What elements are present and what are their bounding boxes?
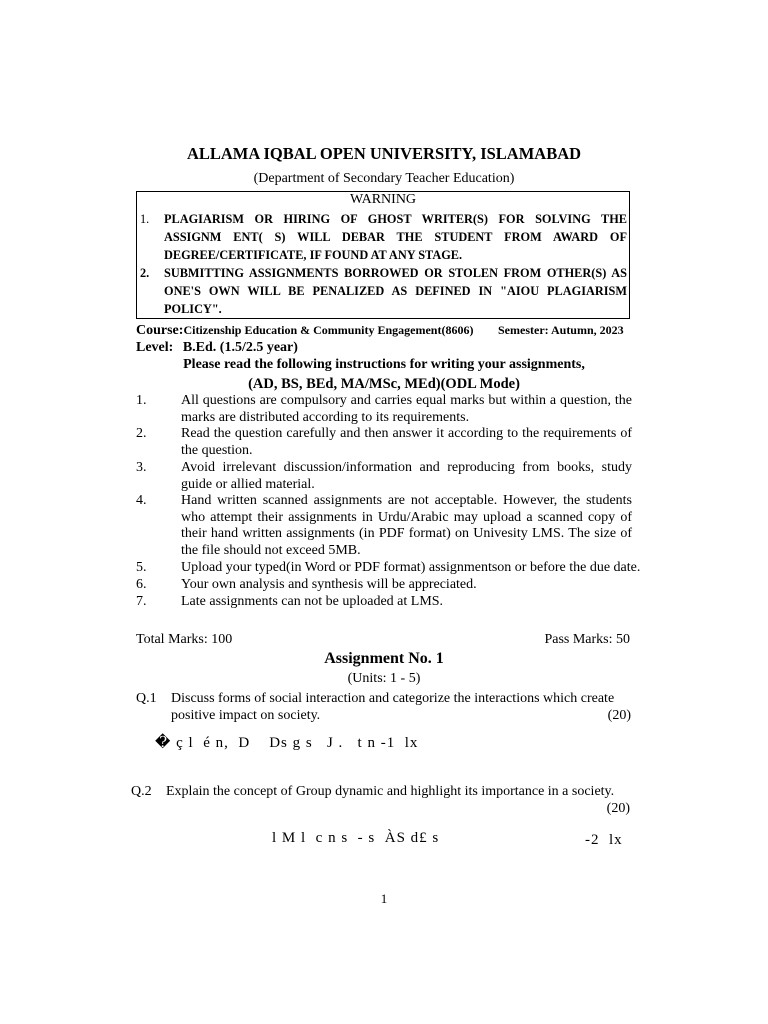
page-number: 1 xyxy=(380,891,388,906)
question-2 xyxy=(131,783,631,816)
total-marks: Total Marks: 100 xyxy=(136,632,233,647)
instruction-text: Your own analysis and synthesis will be appreciated. xyxy=(181,577,477,592)
warning-item-number: 1. xyxy=(140,212,150,226)
warning-box xyxy=(136,191,630,319)
warning-item-line: POLICY". xyxy=(164,302,222,316)
instructions-modes: (AD, BS, BEd, MA/MSc, MEd)(ODL Mode) xyxy=(248,376,520,392)
assignment-title: Assignment No. 1 xyxy=(324,650,444,667)
warning-item-line: ONE'S OWN WILL BE PENALIZED AS DEFINED IN "AIOU PLAGIARISM xyxy=(164,284,627,298)
question-text: Discuss forms of social interaction and categorize the interactions which create xyxy=(171,691,615,706)
instruction-item xyxy=(136,577,632,594)
instruction-item xyxy=(136,426,632,459)
course-name: Citizenship Education & Community Engagement(8606) xyxy=(183,323,474,337)
warning-item-line: DEGREE/CERTIFICATE, IF FOUND AT ANY STAGE. xyxy=(164,248,463,262)
level-label: Level: xyxy=(136,340,174,355)
question-number: Q.1 xyxy=(136,691,157,706)
instruction-item xyxy=(136,560,641,577)
question-text: positive impact on society. xyxy=(171,708,321,723)
course-label: Course: xyxy=(136,323,184,338)
instruction-number: 5. xyxy=(136,560,147,575)
instruction-text: Read the question carefully and then answer it according to the requirements of the question. xyxy=(181,426,632,458)
instruction-number: 6. xyxy=(136,577,147,592)
warning-item-1 xyxy=(140,210,627,264)
warning-item-number: 2. xyxy=(140,266,150,280)
question-marks: (20) xyxy=(607,708,631,723)
instruction-number: 4. xyxy=(136,493,147,508)
marks-row xyxy=(136,632,630,648)
instruction-text: Upload your typed(in Word or PDF format) assignmentson or before the due date. xyxy=(181,560,641,575)
question-marks: (20) xyxy=(606,801,630,816)
warning-item-line: SUBMITTING ASSIGNMENTS BORROWED OR STOLEN FROM OTHER(S) AS xyxy=(164,266,627,280)
instruction-item xyxy=(136,594,632,611)
assignment-units: (Units: 1 - 5) xyxy=(347,671,421,686)
instruction-number: 7. xyxy=(136,594,147,609)
course-line xyxy=(136,321,630,339)
department-subtitle: (Department of Secondary Teacher Education) xyxy=(253,171,515,186)
instruction-number: 1. xyxy=(136,393,147,408)
urdu-translation: � ç l é n, D Ds g s J . t n -1 lx xyxy=(155,735,419,751)
warning-title: WARNING xyxy=(349,192,417,207)
warning-item-2 xyxy=(140,264,627,318)
instruction-item xyxy=(136,460,632,493)
level-line xyxy=(136,340,298,356)
question-1 xyxy=(136,690,632,724)
university-title: ALLAMA IQBAL OPEN UNIVERSITY, ISLAMABAD xyxy=(186,144,582,163)
semester: Semester: Autumn, 2023 xyxy=(498,323,624,337)
urdu-translation xyxy=(575,761,585,778)
instruction-number: 3. xyxy=(136,460,147,475)
instruction-number: 2. xyxy=(136,426,147,441)
instructions-heading: Please read the following instructions for writing your assignments, xyxy=(183,357,585,372)
level-value: B.Ed. (1.5/2.5 year) xyxy=(182,340,298,355)
urdu-translation: l M l c n s - s ÀS d£ s xyxy=(253,830,445,846)
instruction-text: Hand written scanned assignments are not acceptable. However, the students who attempt their assignments in Urdu/Arabic may upload a scanned copy of their hand written assignments (in PDF format) on Univesity LMS. The size of the file should not exceed 5MB. xyxy=(181,493,632,558)
instruction-item xyxy=(136,493,632,559)
question-text: Explain the concept of Group dynamic and highlight its importance in a society. xyxy=(166,784,615,799)
pass-marks: Pass Marks: 50 xyxy=(544,632,630,647)
instruction-text: All questions are compulsory and carries equal marks but within a question, the marks are distributed according to its requirements. xyxy=(181,393,632,425)
warning-item-line: PLAGIARISM OR HIRING OF GHOST WRITER(S) FOR SOLVING THE xyxy=(164,212,627,226)
urdu-translation-end: -2 lx xyxy=(585,832,623,848)
question-number: Q.2 xyxy=(131,784,152,799)
instruction-text: Avoid irrelevant discussion/information and reproducing from books, study guide or allied material. xyxy=(181,460,632,492)
instruction-text: Late assignments can not be uploaded at LMS. xyxy=(181,594,444,609)
instruction-item xyxy=(136,393,632,426)
warning-item-line: ASSIGNM ENT( S) WILL DEBAR THE STUDENT FROM AWARD OF xyxy=(164,230,627,244)
